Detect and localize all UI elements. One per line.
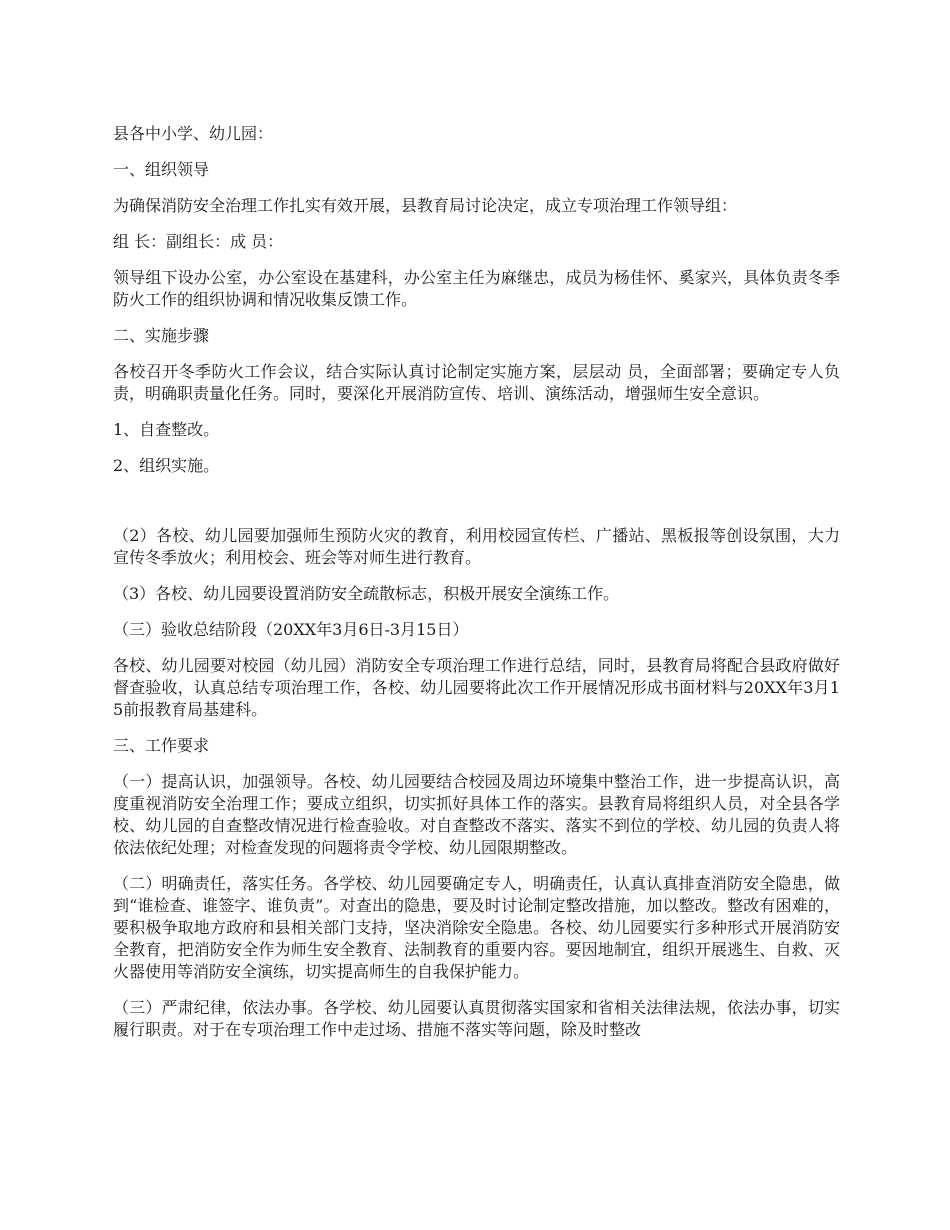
list-item: 2、组织实施。 xyxy=(113,456,220,475)
paragraph: （二）明确责任，落实任务。各学校、幼儿园要确定专人，明确责任，认真认真排查消防安全隐患，做到“谁检查、谁签字、谁负责”。对查出的隐患，要及时讨论制定整改措施，加以整改。整改有困难的，要积极争取地方政府和县相关部门支持，坚决消除安全隐患。各校、幼儿园要实行多种形式开展消防安全教育，把消防安全作为师生安全教育、法制教育的重要内容。要因地制宜，组织开展逃生、自救、灭火器使用等消防安全演练，切实提高师生的自我保护能力。 xyxy=(113,874,840,981)
salutation: 县各中小学、幼儿园： xyxy=(113,124,274,143)
section-heading-requirements: 三、工作要求 xyxy=(113,736,210,755)
blank-space xyxy=(113,491,840,525)
list-item: 1、自查整改。 xyxy=(113,420,220,439)
document-body xyxy=(113,123,840,1055)
paragraph: （2）各校、幼儿园要加强师生预防火灾的教育，利用校园宣传栏、广播站、黑板报等创设氛围，大力宣传冬季放火；利用校会、班会等对师生进行教育。 xyxy=(113,526,840,567)
paragraph: （三）严肃纪律，依法办事。各学校、幼儿园要认真贯彻落实国家和省相关法律法规，依法办事，切实履行职责。对于在专项治理工作中走过场、措施不落实等问题，除及时整改 xyxy=(113,998,840,1039)
paragraph: 各校召开冬季防火工作会议，结合实际认真讨论制定实施方案，层层动 员，全面部署；要确定专人负责，明确职责量化任务。同时，要深化开展消防宣传、培训、演练活动，增强师生安全意识。 xyxy=(113,362,840,403)
paragraph: 各校、幼儿园要对校园（幼儿园）消防安全专项治理工作进行总结，同时，县教育局将配合县政府做好督查验收，认真总结专项治理工作，各校、幼儿园要将此次工作开展情况形成书面材料与20XX年3月15前报教育局基建科。 xyxy=(113,656,840,719)
section-heading-steps: 二、实施步骤 xyxy=(113,326,210,345)
paragraph: 领导组下设办公室，办公室设在基建科，办公室主任为麻继忠，成员为杨佳怀、奚家兴，具体负责冬季防火工作的组织协调和情况收集反馈工作。 xyxy=(113,268,840,309)
paragraph: （三）验收总结阶段（20XX年3月6日-3月15日） xyxy=(113,620,469,639)
paragraph: （一）提高认识，加强领导。各校、幼儿园要结合校园及周边环境集中整治工作，进一步提高认识，高度重视消防安全治理工作；要成立组织，切实抓好具体工作的落实。县教育局将组织人员，对全县各学校、幼儿园的自查整改情况进行检查验收。对自查整改不落实、落实不到位的学校、幼儿园的负责人将依法依纪处理；对检查发现的问题将责令学校、幼儿园限期整改。 xyxy=(113,772,840,857)
paragraph: 为确保消防安全治理工作扎实有效开展，县教育局讨论决定，成立专项治理工作领导组： xyxy=(113,196,738,215)
paragraph: （3）各校、幼儿园要设置消防安全疏散标志，积极开展安全演练工作。 xyxy=(113,584,620,603)
paragraph: 组 长：副组长：成 员： xyxy=(113,232,284,251)
section-heading-organization: 一、组织领导 xyxy=(113,160,210,179)
